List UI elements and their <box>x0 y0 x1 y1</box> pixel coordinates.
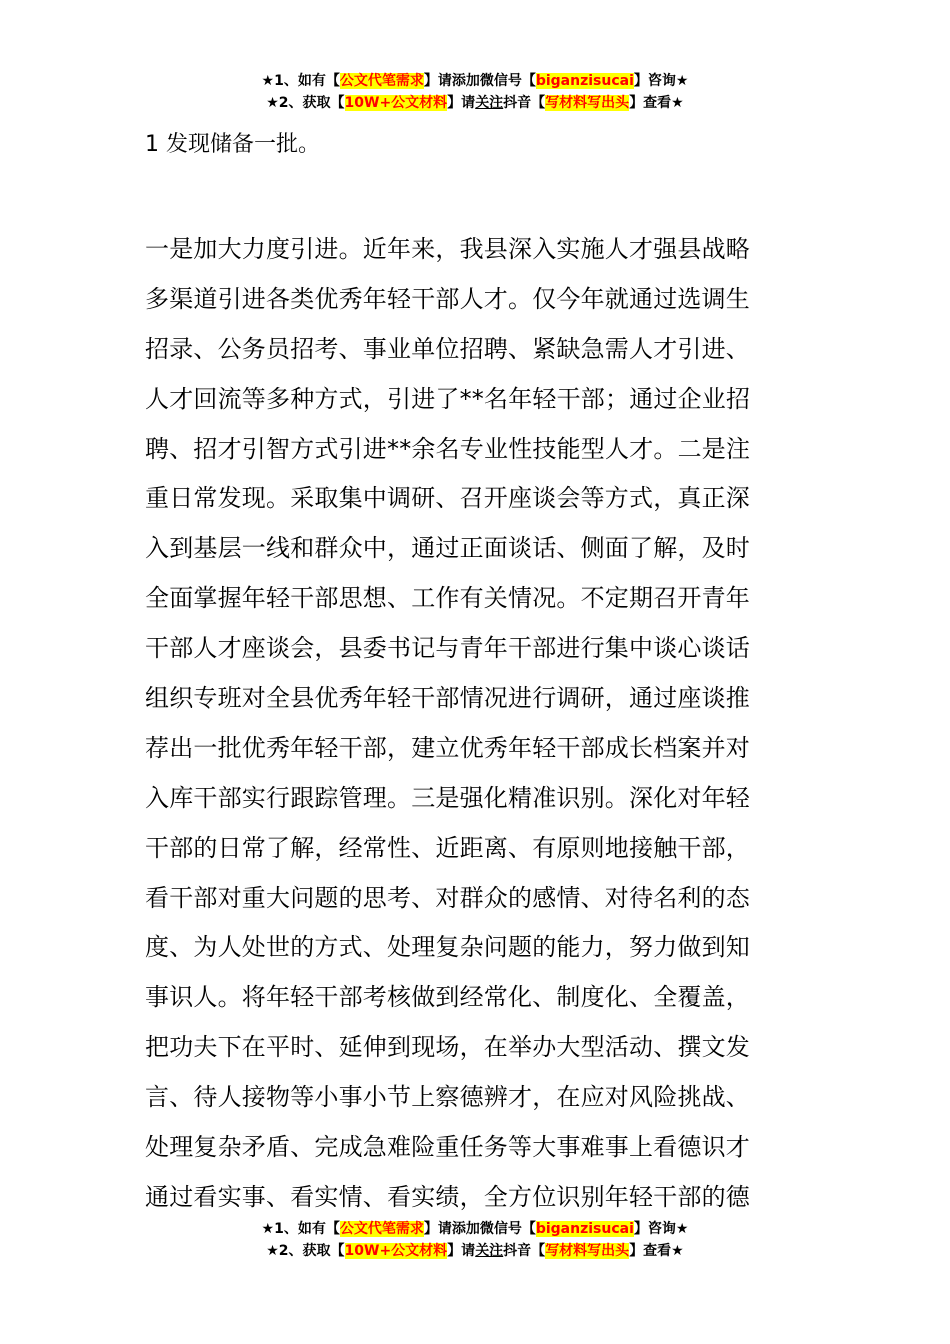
banner-line-1 <box>0 1218 950 1240</box>
body-line: 把功夫下在平时、延伸到现场，在举办大型活动、撰文发 <box>145 1033 750 1062</box>
body-line: 干部的日常了解，经常性、近距离、有原则地接触干部， <box>145 833 750 862</box>
document-body <box>145 225 810 1223</box>
banner-line-2-suffix: 】查看★ <box>629 1243 684 1259</box>
body-line: 一是加大力度引进。近年来，我县深入实施人才强县战略 <box>145 235 750 263</box>
body-line: 看干部对重大问题的思考、对群众的感情、对待名利的态 <box>145 883 750 912</box>
banner-highlight-wechat-id: biganzisucai <box>535 73 634 89</box>
footer-banner <box>0 1218 950 1262</box>
banner-line-2-mid1: 】请 <box>447 1243 476 1259</box>
banner-line-1 <box>0 70 950 92</box>
body-line: 荐出一批优秀年轻干部，建立优秀年轻干部成长档案并对 <box>145 733 750 762</box>
banner-line-2-prefix: ★2、获取【 <box>266 95 345 111</box>
banner-line-2-suffix: 】查看★ <box>629 95 684 111</box>
banner-highlight-materials: 10W+公文材料 <box>344 95 448 111</box>
banner-highlight-douyin: 写材料写出头 <box>545 1243 630 1259</box>
body-line: 组织专班对全县优秀年轻干部情况进行调研，通过座谈推 <box>145 684 750 713</box>
banner-line-2-mid2: 抖音【 <box>503 95 546 111</box>
body-line: 入到基层一线和群众中，通过正面谈话、侧面了解，及时 <box>145 534 750 563</box>
banner-line-2-mid2: 抖音【 <box>503 1243 546 1259</box>
banner-line-1-suffix: 】咨询★ <box>633 1221 689 1237</box>
banner-line-2-emph: 关注 <box>475 1243 504 1259</box>
body-line: 重日常发现。采取集中调研、召开座谈会等方式，真正深 <box>145 484 750 513</box>
banner-line-1-prefix: ★1、如有【 <box>261 73 340 89</box>
banner-line-2-emph: 关注 <box>475 95 504 111</box>
body-line: 入库干部实行跟踪管理。三是强化精准识别。深化对年轻 <box>145 783 750 812</box>
banner-line-2 <box>0 92 950 114</box>
body-line: 招录、公务员招考、事业单位招聘、紧缺急需人才引进、 <box>145 334 750 363</box>
banner-highlight-wechat-id: biganzisucai <box>535 1221 634 1237</box>
body-line: 言、待人接物等小事小节上察德辨才，在应对风险挑战、 <box>145 1083 750 1112</box>
banner-highlight-douyin: 写材料写出头 <box>545 95 630 111</box>
banner-line-2-mid1: 】请 <box>447 95 476 111</box>
body-line: 处理复杂矛盾、完成急难险重任务等大事难事上看德识才 <box>145 1133 750 1162</box>
body-line: 度、为人处世的方式、处理复杂问题的能力，努力做到知 <box>145 933 750 962</box>
banner-highlight-materials: 10W+公文材料 <box>344 1243 448 1259</box>
header-banner <box>0 70 950 114</box>
banner-line-1-mid2: 微信号【 <box>479 1221 536 1237</box>
body-line: 通过看实事、看实情、看实绩，全方位识别年轻干部的德 <box>145 1182 750 1211</box>
banner-line-1-emph: 添加 <box>451 73 480 89</box>
banner-line-2 <box>0 1240 950 1262</box>
section-subtitle: 1 发现储备一批。 <box>145 132 320 157</box>
body-line: 聘、招才引智方式引进**余名专业性技能型人才。二是注 <box>145 434 751 463</box>
banner-highlight-service: 公文代笔需求 <box>339 73 424 89</box>
banner-highlight-service: 公文代笔需求 <box>339 1221 424 1237</box>
banner-line-1-mid1: 】请 <box>423 1221 452 1237</box>
banner-line-1-prefix: ★1、如有【 <box>261 1221 340 1237</box>
banner-line-1-mid1: 】请 <box>423 73 452 89</box>
banner-line-1-mid2: 微信号【 <box>479 73 536 89</box>
body-line: 事识人。将年轻干部考核做到经常化、制度化、全覆盖， <box>145 983 750 1012</box>
body-line: 干部人才座谈会，县委书记与青年干部进行集中谈心谈话 <box>145 634 750 663</box>
banner-line-1-emph: 添加 <box>451 1221 480 1237</box>
banner-line-1-suffix: 】咨询★ <box>633 73 689 89</box>
body-line: 全面掌握年轻干部思想、工作有关情况。不定期召开青年 <box>145 584 750 613</box>
banner-line-2-prefix: ★2、获取【 <box>266 1243 345 1259</box>
body-line: 人才回流等多种方式，引进了**名年轻干部；通过企业招 <box>145 384 751 413</box>
body-line: 多渠道引进各类优秀年轻干部人才。仅今年就通过选调生 <box>145 284 750 313</box>
